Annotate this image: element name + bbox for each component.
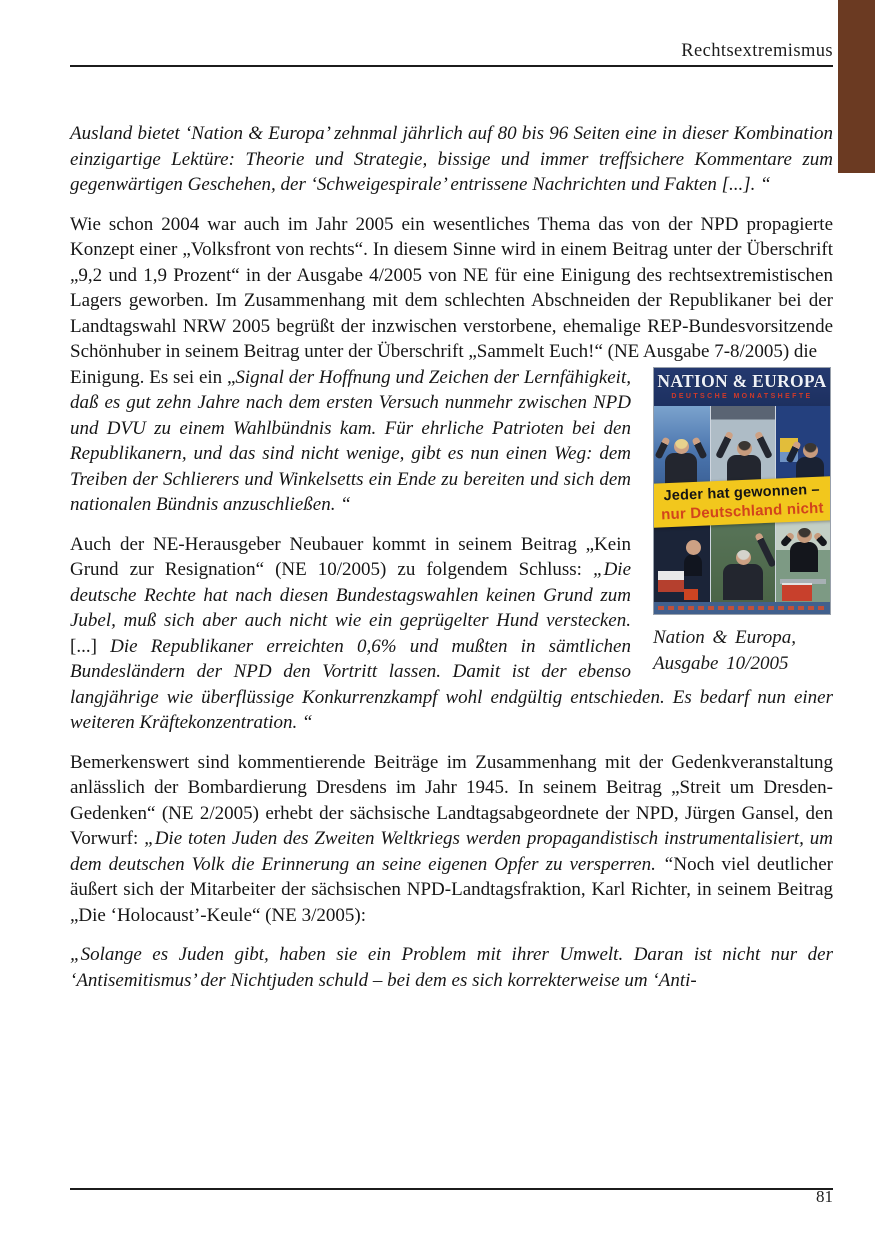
raised-arm	[715, 430, 734, 458]
cover-masthead	[654, 368, 830, 406]
raised-arm	[754, 532, 775, 567]
caption-line-2: Ausgabe 10/2005	[653, 652, 789, 674]
cover-masthead-subtitle: DEUTSCHE MONATSHEFTE	[671, 392, 813, 400]
cover-masthead-title: NATION & EUROPA	[657, 370, 827, 391]
header-rule	[70, 65, 833, 67]
text-run-roman: Einigung. Es sei ein „	[70, 366, 236, 388]
text-run-roman: Bemerkenswert sind kommentierende Beiträge im Zusammenhang mit der Gedenkveranstaltung anlässlich der Bombardierung Dresdens im Jahr 1945. In seinem Beitrag „Streit um Dresden-Gedenken“ (NE 2/2005) erhebt der sächsische Landtagsabgeordnete der NPD, Jürgen Gansel, den Vorwurf:	[70, 751, 833, 849]
cover-photo-top-center	[711, 406, 775, 491]
text-run-italic: Die Republikaner erreichten 0,6% und mußten in sämtlichen Bundesländern der NPD den Vortritt lassen. Damit ist der ebenso langjährige wie überflüssige Konkurrenzkampf wohl endgültig entschieden. Es bedarf nun einer weiteren Kräftekonzentration. “	[70, 635, 833, 733]
politician-figure	[723, 564, 763, 600]
cover-bottom-bar-text	[658, 606, 826, 610]
magazine-figure	[653, 367, 833, 677]
raised-arm	[813, 531, 828, 547]
page-content	[70, 0, 833, 1007]
wrapped-text-section	[70, 365, 833, 994]
text-run-italic: „Die deutsche Rechte hat nach diesen Bundestagswahlen keinen Grund zum Jubel, muß sich aber auch nicht wie ein geprügelter Hund verstecken.	[70, 559, 631, 631]
banner-flag-red	[658, 580, 684, 592]
paragraph-nation-europa-quote: Ausland bietet ‘Nation & Europa’ zehnmal jährlich auf 80 bis 96 Seiten eine in dieser Kombination einzigartige Lektüre: Theorie und Strategie, bissige und immer treffsichere Kommentare zum gegenwärtigen Geschehen, der ‘Schweigespirale’ entrissene Nachrichten und Fakten [...]. “	[70, 123, 833, 195]
text-run-roman: Auch der NE-Herausgeber Neubauer kommt in seinem Beitrag „Kein Grund zur Resignation“ (NE 10/2005) zu folgendem Schluss:	[70, 533, 631, 580]
podium-red	[684, 589, 698, 600]
banner-line-2: nur Deutschland nicht	[660, 499, 824, 523]
text-run-italic: Signal der Hoffnung und Zeichen der Lernfähigkeit, daß es gut zehn Jahre nach dem ersten Versuch nunmehr zwischen NPD und DVU zu einem Wahlbündnis kam. Für ehrliche Patrioten bei den Republikanern, und das sind nicht wenige, gibt es nun einen Weg: dem Treiben der Schlierers und Winkelsetts ein Ende zu bereiten und sich dem nationalen Bündnis anzuschließen. “	[70, 366, 631, 515]
magazine-cover-image	[653, 367, 831, 615]
caption-line-1: Nation & Europa,	[653, 626, 797, 648]
figure-caption	[653, 625, 833, 677]
cover-photo-top-left	[654, 406, 710, 491]
paragraph-volksfront: Wie schon 2004 war auch im Jahr 2005 ein wesentliches Thema das von der NPD propagierte Konzept einer „Volksfront von rechts“. In diesem Sinne wird in einem Beitrag unter der Überschrift „9,2 und 1,9 Prozent“ in der Ausgabe 4/2005 von NE für eine Einigung des rechtsextremistischen Lagers geworben. Im Zusammenhang mit dem schlechten Abschneiden der Republikaner bei der Landtagswahl NRW 2005 begrüßt der inzwischen verstorbene, ehemalige REP-Bundesvorsitzende Schönhuber in seinem Beitrag unter der Überschrift „Sammelt Euch!“ (NE Ausgabe 7-8/2005) die	[70, 213, 833, 362]
running-head-title: Rechtsextremismus	[681, 41, 833, 61]
raised-arm	[655, 436, 671, 459]
text-run-roman: Noch viel deutlicher äußert sich der Mitarbeiter der sächsischen NPD-Landtagsfraktion, Karl Richter, in seinem Beitrag „Die ‘Holocaust’-Keule“ (NE 3/2005):	[70, 853, 833, 926]
banner-flag-white	[658, 571, 684, 580]
raised-arm	[692, 436, 708, 459]
banner-line-1: Jeder hat gewonnen –	[663, 481, 821, 504]
podium-red	[782, 583, 812, 601]
text-run-roman: [...]	[70, 635, 97, 657]
politician-figure	[684, 554, 702, 576]
text-run-italic: „Die toten Juden des Zweiten Weltkriegs werden propagandistisch instrumentalisiert, um dem deutschen Volk die Erinnerung an seine eigenen Opfer zu versperren. “	[70, 828, 833, 875]
page-number: 81	[816, 1187, 833, 1206]
cover-headline-banner	[653, 476, 831, 528]
raised-arm	[780, 531, 795, 547]
corner-accent-bar	[838, 0, 875, 173]
raised-arm	[754, 430, 773, 458]
politician-figure	[790, 542, 818, 572]
paragraph-richter-quote: „Solange es Juden gibt, haben sie ein Problem mit ihrer Umwelt. Daran ist nicht nur der ‘Antisemitismus’ der Nichtjuden schuld – bei dem es sich korrekterweise um ‘Anti-	[70, 944, 833, 991]
cover-bottom-bar	[654, 602, 830, 614]
paragraph-dresden	[70, 750, 833, 929]
